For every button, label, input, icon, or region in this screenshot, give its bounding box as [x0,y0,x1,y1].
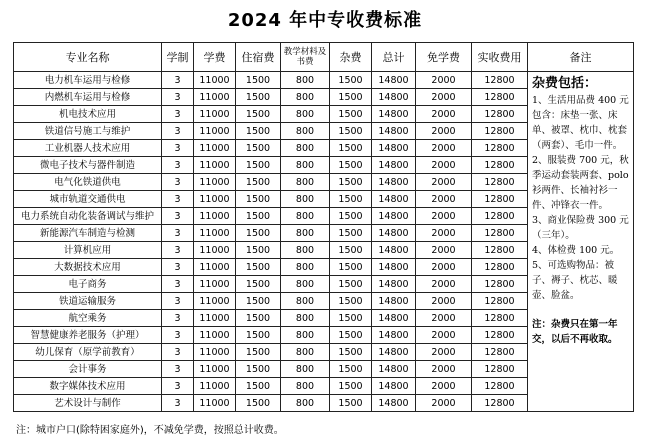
cell-tuition: 11000 [194,106,236,123]
cell-total: 14800 [372,361,416,378]
col-header-materials: 教学材料及书费 [281,43,330,72]
cell-dorm: 1500 [236,123,281,140]
cell-dorm: 1500 [236,191,281,208]
cell-misc: 1500 [330,293,372,310]
cell-major: 会计事务 [14,361,162,378]
cell-dorm: 1500 [236,259,281,276]
cell-tuition: 11000 [194,344,236,361]
cell-actual: 12800 [472,89,528,106]
cell-tuition: 11000 [194,140,236,157]
cell-years: 3 [162,191,194,208]
table-row [14,72,634,89]
cell-major: 铁道运输服务 [14,293,162,310]
cell-tuition: 11000 [194,361,236,378]
cell-misc: 1500 [330,310,372,327]
cell-misc: 1500 [330,174,372,191]
remarks-notes [528,72,634,412]
cell-dorm: 1500 [236,225,281,242]
cell-tuition: 11000 [194,293,236,310]
cell-tuition: 11000 [194,310,236,327]
cell-tuition: 11000 [194,259,236,276]
cell-major: 电子商务 [14,276,162,293]
notes-tail: 注：杂费只在第一年交，以后不再收取。 [532,319,618,345]
cell-misc: 1500 [330,378,372,395]
cell-materials: 800 [281,276,330,293]
cell-years: 3 [162,344,194,361]
cell-dorm: 1500 [236,242,281,259]
cell-total: 14800 [372,89,416,106]
cell-actual: 12800 [472,157,528,174]
cell-tuition: 11000 [194,276,236,293]
cell-waiver: 2000 [416,259,472,276]
cell-waiver: 2000 [416,174,472,191]
cell-total: 14800 [372,140,416,157]
cell-misc: 1500 [330,344,372,361]
cell-tuition: 11000 [194,174,236,191]
cell-misc: 1500 [330,72,372,89]
cell-total: 14800 [372,123,416,140]
cell-years: 3 [162,89,194,106]
cell-materials: 800 [281,191,330,208]
cell-years: 3 [162,157,194,174]
cell-misc: 1500 [330,361,372,378]
notes-item: 1、生活用品费 400 元包含：床垫一张、床单、被罩、枕巾、枕套（两套）、毛巾一件。 [532,95,629,151]
cell-materials: 800 [281,344,330,361]
cell-tuition: 11000 [194,89,236,106]
cell-waiver: 2000 [416,327,472,344]
cell-total: 14800 [372,208,416,225]
cell-years: 3 [162,225,194,242]
cell-years: 3 [162,174,194,191]
cell-actual: 12800 [472,123,528,140]
cell-tuition: 11000 [194,395,236,412]
cell-actual: 12800 [472,310,528,327]
cell-misc: 1500 [330,191,372,208]
cell-total: 14800 [372,174,416,191]
cell-dorm: 1500 [236,208,281,225]
cell-materials: 800 [281,395,330,412]
cell-total: 14800 [372,242,416,259]
cell-waiver: 2000 [416,395,472,412]
cell-misc: 1500 [330,208,372,225]
cell-actual: 12800 [472,191,528,208]
notes-item: 5、可选购物品：被子、褥子、枕芯、暖壶、脸盆。 [532,260,618,301]
cell-waiver: 2000 [416,361,472,378]
cell-tuition: 11000 [194,123,236,140]
cell-total: 14800 [372,395,416,412]
cell-dorm: 1500 [236,276,281,293]
cell-waiver: 2000 [416,276,472,293]
cell-waiver: 2000 [416,310,472,327]
cell-actual: 12800 [472,361,528,378]
cell-waiver: 2000 [416,208,472,225]
cell-materials: 800 [281,140,330,157]
col-header-total: 总计 [372,43,416,72]
cell-misc: 1500 [330,276,372,293]
cell-dorm: 1500 [236,378,281,395]
cell-actual: 12800 [472,293,528,310]
cell-years: 3 [162,106,194,123]
cell-tuition: 11000 [194,327,236,344]
cell-dorm: 1500 [236,89,281,106]
cell-total: 14800 [372,225,416,242]
cell-actual: 12800 [472,140,528,157]
cell-misc: 1500 [330,225,372,242]
cell-dorm: 1500 [236,395,281,412]
col-header-misc: 杂费 [330,43,372,72]
cell-waiver: 2000 [416,293,472,310]
cell-waiver: 2000 [416,191,472,208]
cell-waiver: 2000 [416,378,472,395]
cell-materials: 800 [281,310,330,327]
cell-major: 航空乘务 [14,310,162,327]
cell-years: 3 [162,140,194,157]
cell-years: 3 [162,361,194,378]
cell-major: 铁道信号施工与维护 [14,123,162,140]
cell-misc: 1500 [330,259,372,276]
cell-major: 智慧健康养老服务（护理） [14,327,162,344]
cell-waiver: 2000 [416,242,472,259]
col-header-actual: 实收费用 [472,43,528,72]
cell-materials: 800 [281,89,330,106]
cell-tuition: 11000 [194,157,236,174]
cell-waiver: 2000 [416,123,472,140]
cell-years: 3 [162,293,194,310]
cell-total: 14800 [372,276,416,293]
cell-tuition: 11000 [194,378,236,395]
cell-dorm: 1500 [236,72,281,89]
cell-major: 大数据技术应用 [14,259,162,276]
cell-misc: 1500 [330,242,372,259]
cell-materials: 800 [281,293,330,310]
col-header-waiver: 免学费 [416,43,472,72]
cell-dorm: 1500 [236,361,281,378]
cell-waiver: 2000 [416,157,472,174]
cell-actual: 12800 [472,344,528,361]
cell-dorm: 1500 [236,344,281,361]
cell-waiver: 2000 [416,72,472,89]
cell-total: 14800 [372,310,416,327]
col-header-major: 专业名称 [14,43,162,72]
cell-total: 14800 [372,259,416,276]
cell-materials: 800 [281,208,330,225]
cell-total: 14800 [372,106,416,123]
cell-actual: 12800 [472,395,528,412]
cell-actual: 12800 [472,225,528,242]
col-header-remarks: 备注 [528,43,634,72]
cell-major: 工业机器人技术应用 [14,140,162,157]
cell-major: 机电技术应用 [14,106,162,123]
cell-dorm: 1500 [236,106,281,123]
cell-waiver: 2000 [416,225,472,242]
cell-dorm: 1500 [236,310,281,327]
cell-major: 城市轨道交通供电 [14,191,162,208]
cell-major: 电力机车运用与检修 [14,72,162,89]
cell-years: 3 [162,208,194,225]
cell-major: 计算机应用 [14,242,162,259]
cell-materials: 800 [281,361,330,378]
page-title: 2024 年中专收费标准 [227,10,423,31]
cell-waiver: 2000 [416,106,472,123]
cell-total: 14800 [372,191,416,208]
cell-dorm: 1500 [236,140,281,157]
notes-heading: 杂费包括： [532,76,598,91]
cell-years: 3 [162,310,194,327]
cell-dorm: 1500 [236,174,281,191]
cell-total: 14800 [372,344,416,361]
cell-tuition: 11000 [194,208,236,225]
cell-tuition: 11000 [194,191,236,208]
cell-major: 艺术设计与制作 [14,395,162,412]
cell-total: 14800 [372,293,416,310]
cell-years: 3 [162,276,194,293]
cell-actual: 12800 [472,259,528,276]
cell-materials: 800 [281,259,330,276]
notes-item: 4、体检费 100 元。 [532,245,620,256]
cell-years: 3 [162,378,194,395]
cell-dorm: 1500 [236,327,281,344]
cell-actual: 12800 [472,208,528,225]
cell-materials: 800 [281,106,330,123]
cell-major: 内燃机车运用与检修 [14,89,162,106]
cell-waiver: 2000 [416,344,472,361]
cell-waiver: 2000 [416,140,472,157]
cell-misc: 1500 [330,106,372,123]
cell-materials: 800 [281,123,330,140]
cell-years: 3 [162,123,194,140]
cell-actual: 12800 [472,276,528,293]
notes-item: 2、服装费 700 元，秋季运动套装两套、polo 衫两件、长袖衬衫一件、冲锋衣一件。 [532,155,629,211]
cell-materials: 800 [281,225,330,242]
cell-materials: 800 [281,72,330,89]
cell-actual: 12800 [472,327,528,344]
cell-years: 3 [162,395,194,412]
cell-tuition: 11000 [194,225,236,242]
cell-misc: 1500 [330,395,372,412]
cell-major: 微电子技术与器件制造 [14,157,162,174]
cell-total: 14800 [372,157,416,174]
cell-years: 3 [162,72,194,89]
cell-materials: 800 [281,327,330,344]
cell-dorm: 1500 [236,293,281,310]
cell-major: 数字媒体技术应用 [14,378,162,395]
cell-waiver: 2000 [416,89,472,106]
cell-major: 电气化铁道供电 [14,174,162,191]
cell-misc: 1500 [330,327,372,344]
cell-misc: 1500 [330,140,372,157]
cell-actual: 12800 [472,378,528,395]
header-row [14,43,634,72]
cell-dorm: 1500 [236,157,281,174]
notes-item: 3、商业保险费 300 元（三年）。 [532,215,629,241]
cell-misc: 1500 [330,123,372,140]
footer-note: 注：城市户口(除特困家庭外)，不减免学费，按照总计收费。 [16,425,284,436]
col-header-years: 学制 [162,43,194,72]
cell-actual: 12800 [472,174,528,191]
cell-materials: 800 [281,378,330,395]
cell-years: 3 [162,327,194,344]
cell-materials: 800 [281,242,330,259]
col-header-tuition: 学费 [194,43,236,72]
fee-table [13,42,634,412]
cell-materials: 800 [281,174,330,191]
cell-misc: 1500 [330,157,372,174]
cell-major: 幼儿保育（原学前教育） [14,344,162,361]
cell-actual: 12800 [472,242,528,259]
cell-total: 14800 [372,327,416,344]
cell-tuition: 11000 [194,72,236,89]
col-header-dorm: 住宿费 [236,43,281,72]
cell-years: 3 [162,242,194,259]
cell-total: 14800 [372,378,416,395]
cell-years: 3 [162,259,194,276]
cell-total: 14800 [372,72,416,89]
cell-materials: 800 [281,157,330,174]
cell-major: 新能源汽车制造与检测 [14,225,162,242]
cell-misc: 1500 [330,89,372,106]
cell-tuition: 11000 [194,242,236,259]
cell-actual: 12800 [472,106,528,123]
cell-major: 电力系统自动化装备调试与维护 [14,208,162,225]
cell-actual: 12800 [472,72,528,89]
